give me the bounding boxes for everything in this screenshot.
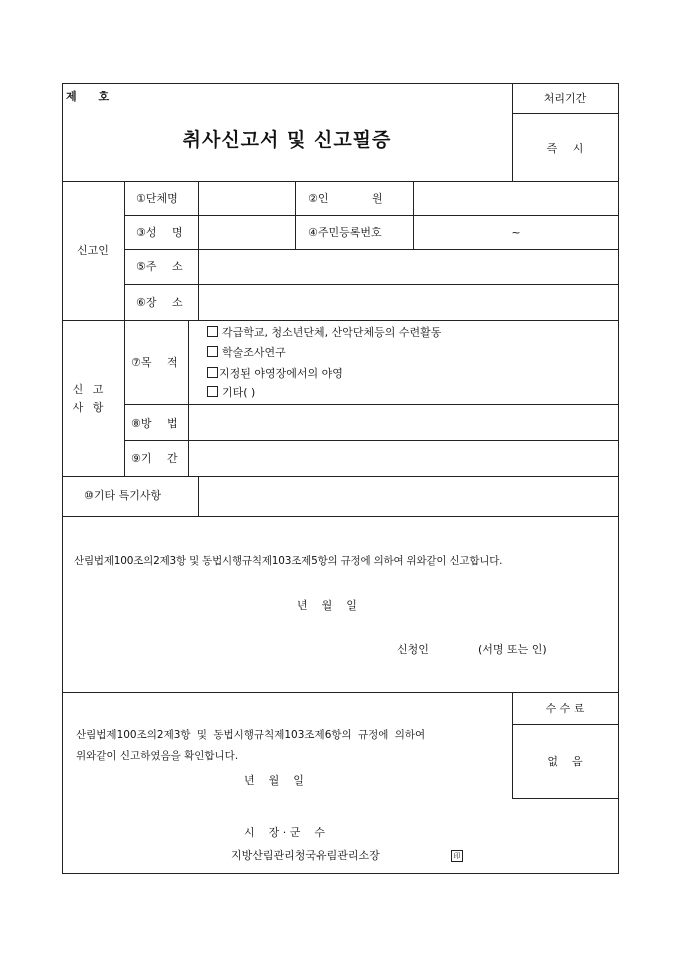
place-value[interactable]	[199, 285, 617, 320]
place-label: ⑥장 소	[136, 296, 183, 309]
reporter-section-label: 신고인	[77, 244, 109, 257]
purpose-option-1[interactable]	[207, 326, 441, 338]
purpose-option-2[interactable]	[207, 346, 286, 358]
authority-name: 지방산림관리청국유림관리소장	[231, 849, 380, 862]
members-label: ②인 원	[308, 192, 383, 205]
purpose-option-4[interactable]	[207, 386, 255, 398]
address-label: ⑤주 소	[136, 260, 183, 273]
purpose-option-3[interactable]	[207, 367, 343, 379]
fee-bottom-line	[512, 798, 619, 799]
group-name-label: ①단체명	[136, 192, 178, 205]
resident-number-value[interactable]: ~	[511, 226, 521, 239]
border-right	[618, 83, 619, 874]
authority-title: 시 장 · 군 수	[244, 826, 325, 839]
members-value[interactable]	[414, 182, 617, 215]
document-number-label: 제 호	[66, 90, 110, 103]
fee-value: 없 음	[547, 755, 583, 768]
declaration-date: 년 월 일	[297, 599, 357, 612]
checkbox-icon[interactable]	[207, 346, 218, 357]
report-section-label-2: 사 항	[72, 401, 104, 414]
reporter-bottom-line	[62, 320, 619, 321]
confirmation-statement-line-2: 위와같이 신고하였음을 확인합니다.	[76, 750, 239, 762]
purpose-label: ⑦목 적	[131, 356, 178, 369]
group-name-value[interactable]	[199, 182, 294, 215]
name-label: ③성 명	[136, 226, 183, 239]
applicant-label: 신청인	[397, 643, 429, 656]
period-label: ⑨기 간	[131, 452, 178, 465]
form-title: 취사신고서 및 신고필증	[182, 129, 392, 151]
purpose-option-2-label: 학술조사연구	[222, 346, 286, 359]
checkbox-icon[interactable]	[207, 386, 218, 397]
declaration-bottom-line	[62, 692, 619, 693]
border-top	[62, 83, 619, 84]
checkbox-icon[interactable]	[207, 367, 218, 378]
resident-number-label: ④주민등록번호	[308, 226, 382, 239]
processing-period-label: 처리기간	[543, 92, 587, 105]
fee-label-line	[512, 724, 619, 725]
processing-period-value: 즉 시	[546, 142, 584, 155]
border-bottom	[62, 873, 619, 874]
reporter-col-line	[124, 181, 125, 320]
confirmation-date: 년 월 일	[244, 774, 304, 787]
name-value[interactable]	[199, 216, 294, 249]
official-seal-icon: 印	[451, 850, 463, 862]
other-bottom-line	[62, 516, 619, 517]
declaration-statement: 산림법제100조의2제3항 및 동법시행규칙제103조제5항의 규정에 의하여 위와같이 신고합니다.	[74, 555, 503, 567]
purpose-option-4-label: 기타( )	[222, 386, 256, 399]
confirmation-statement-line-1: 산림법제100조의2제3항 및 동법시행규칙제103조제6항의 규정에 의하여	[76, 729, 426, 741]
fee-label: 수 수 료	[545, 702, 585, 715]
method-label: ⑧방 법	[131, 417, 178, 430]
border-left	[62, 83, 63, 874]
period-value[interactable]	[189, 441, 617, 476]
report-col-line	[124, 320, 125, 476]
report-section-label-1: 신 고	[72, 383, 104, 396]
checkbox-icon[interactable]	[207, 326, 218, 337]
purpose-option-1-label: 각급학교, 청소년단체, 산악단체등의 수련활동	[222, 326, 442, 339]
period-label-line	[512, 113, 619, 114]
method-value[interactable]	[189, 405, 617, 440]
signature-label: (서명 또는 인)	[478, 643, 547, 656]
address-value[interactable]	[199, 250, 617, 284]
other-remarks-value[interactable]	[199, 477, 617, 516]
other-remarks-label: ⑩기타 특기사항	[84, 489, 162, 502]
purpose-option-3-label: 지정된 야영장에서의 야영	[219, 367, 343, 380]
